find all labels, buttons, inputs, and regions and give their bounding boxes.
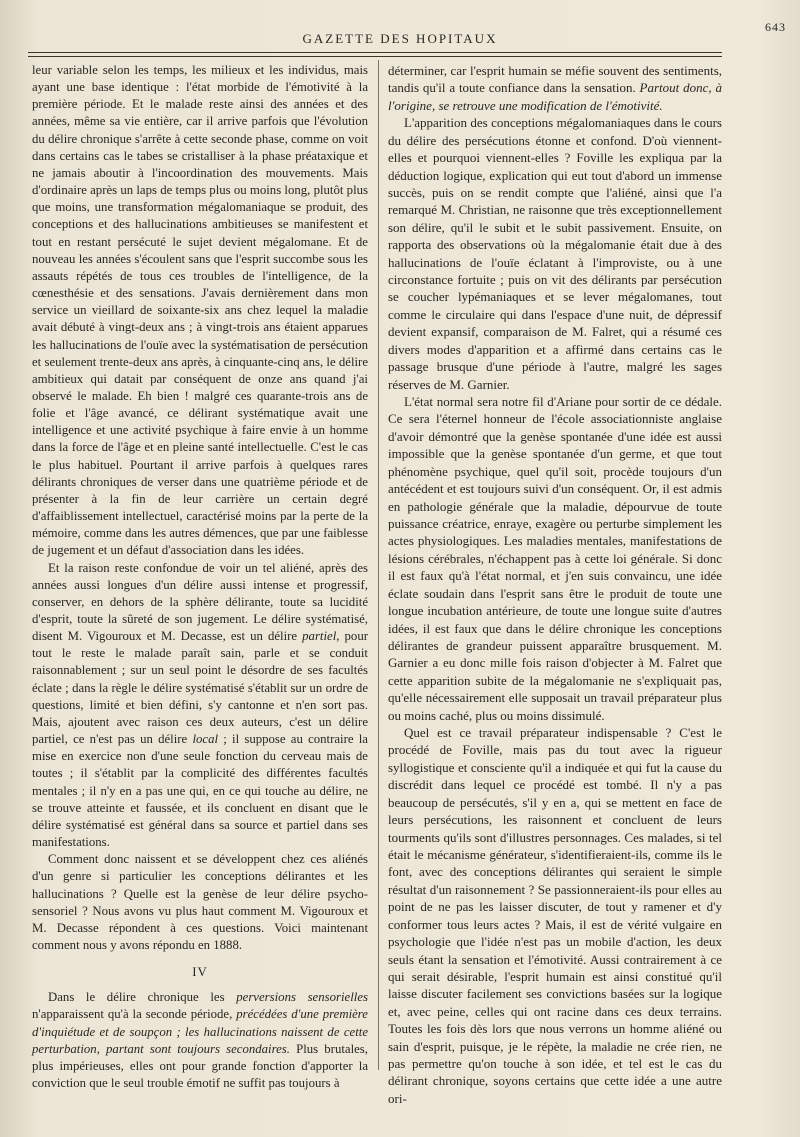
left-column [32,62,368,1092]
italic-text: Partout donc, à l'origine, se retrouve une modification de l'émotivité. [388,80,722,113]
page-number: 643 [765,20,786,34]
paragraph: L'apparition des conceptions mégalomaniaques dans le cours du délire des persécutions étonne et confond. D'où viennent-elles et pourquoi viennent-elles ? Foville les expliqua par la déduction logique, explication qui eut tout d'abord un immense succès, puis on se rendit compte que l'aliéné, ainsi que l'a remarqué M. Christian, ne raisonne que très exceptionnellement son délire, qu'il le subit et le subit passivement. Ensuite, on rapporta des observations où la mégalomanie était due à des hallucinations de l'ouïe éclatant à l'improviste, ou à une circonstance fortuite ; puis on vit des délirants par persécution se coucher lypémaniaques et se lever mégalomanes, tout comme le circulaire qui dans l'espace d'une nuit, de dépressif devient expansif, comparaison de M. Falret, qui a résumé ces divers modes d'apparition et a affirmé dans certains cas le passage brusque d'une période à l'autre, malgré les sages réserves de M. Garnier. [388,115,722,392]
italic-text: partiel [302,629,337,644]
running-head: GAZETTE DES HOPITAUX [302,31,498,46]
paragraph [32,560,368,852]
text-run: Dans le délire chronique les [48,990,237,1005]
paragraph: leur variable selon les temps, les milieux et les individus, mais ayant une base identique : l'état morbide de l'émotivité à la première période. Et le malade reste ainsi des années et des années, même sa vie entière, car il arrive parfois que l'évolution du délire chronique s'arrête à cette seconde phase, comme on voit dans certains cas le tabes se cristalliser à la phase préataxique et ne jamais aboutir à l'incoordination des mouvements. Mais d'ordinaire après un laps de temps plus ou moins long, plutôt plus que moins, une transformation mégalomaniaque se produit, des conceptions et des hallucinations ambitieuses se manifestent et tout en restant persécuté le sujet devient mégalomane. Et de nouveau les années s'écoulent sans que l'esprit succombe sous les assauts répétés de tous ces troubles de l'intelligence, de la cœnesthésie et des sensations. J'avais dernièrement dans mon service un vieillard de soixante-six ans chez lequel la maladie avait débuté à vingt-deux ans ; à vingt-trois ans étaient apparues les hallucinations de l'ouïe avec la systématisation de persécution et seulement trente-deux ans après, à cinquante-cinq ans, le délire ambitieux qui datait par conséquent de onze ans quand j'ai observé le malade. Eh bien ! malgré ces quarante-trois ans de folie et l'âge avancé, ce délirant systématique avait une intelligence et une activité psychique à faire envie à un homme dans la force de l'âge et en pleine santé intellectuelle. C'est le cas le plus habituel. Pourtant il arrive parfois à quelques rares délirants chroniques de verser dans une quatrième période et de présenter à la fin de leur carrière un certain degré d'affaiblissement intellectuel, caractérisé moins par la perte de la mémoire, comme dans les autres démences, que par une faiblesse de jugement et un défaut d'association dans les idées. [32,63,368,558]
text-run: ; il suppose au contraire la mise en exercice non d'une seule fonction du cerveau mais de toutes ; il s'établit par la complicité des différentes facultés mentales ; il n'y en a pas une qui, en ce qui touche au délire, ne se trouve atteinte et faussée, et ils concluent en disant que le délire systématisé est général dans sa source et partiel dans ses manifestations. [32,732,368,850]
section-number: IV [192,965,208,980]
italic-text: précédées d'une première d'inquiétude et de soupçon ; les hallucinations naissent de cette perturbation, partant sont toujours secondaires. [32,1007,368,1056]
header-rule-secondary [28,56,722,57]
text-run: n'apparaissent qu'à la seconde période, [32,1007,237,1022]
paragraph: L'état normal sera notre fil d'Ariane pour sortir de ce dédale. Ce sera l'éternel honneur de l'école associationniste anglaise d'avoir démontré que la genèse spontanée d'une idée est aussi impossible que la genèse spontanée d'un germe, et que tout phénomène psychique, quel qu'il soit, procède toujours d'un antécédent et est toujours suivi d'un conséquent. Or, il est admis en pathologie générale que la maladie, dépourvue de toute puissance créatrice, enraye, exagère ou perturbe simplement les actes physiologiques. Les maladies mentales, manifestations de lésions cérébrales, n'échappent pas à cette loi générale. Si donc il est faux qu'à l'état normal, et j'en suis convaincu, une idée éclate soudain dans l'esprit sans être le produit de toute une longue incubation antérieure, de toute une longue suite d'autres idées, il est faux que dans le délire chronique les conceptions délirantes de grandeur puissent apparaître brusquement. M. Garnier a eu donc mille fois raison d'objecter à M. Falret que cette apparition subite de la mégalomanie ne s'expliquait pas, qu'elle nécessairement elle supposait un travail préparateur plus ou moins caché, plus ou moins dissimulé. [388,394,722,723]
text-run: déterminer, car l'esprit humain se méfie souvent des sentiments, tandis qu'il a toute confiance dans la sensation. [388,63,722,96]
text-run: Plus brutales, plus impérieuses, elles ont pour grande fonction d'apporter la conviction que le seul trouble émotif ne suffit pas toujours à [32,1041,368,1091]
italic-text: perversions sensorielles [236,990,369,1005]
right-column [388,62,722,1107]
paragraph [388,62,722,114]
paragraph [32,989,368,1092]
header-rule [28,52,722,53]
paragraph: Comment donc naissent et se développent chez ces aliénés d'un genre si particulier les conceptions délirantes et les hallucinations ? Quelle est la genèse de leur délire psycho-sensoriel ? Nous avons vu plus haut comment M. Vigouroux et M. Decasse répondent à ces questions. Voici maintenant comment nous y avons répondu en 1888. [32,852,368,952]
text-run: Et la raison reste confondue de voir un tel aliéné, après des années aussi longues d'un délire aussi intense et progressif, conserver, en dehors de la sphère délirante, toute sa lucidité d'esprit, toute la sûreté de son jugement. Le délire systématisé, disent M. Vigouroux et M. Decasse, est un délire [32,560,368,644]
paragraph: Quel est ce travail préparateur indispensable ? C'est le procédé de Foville, mais pas du tout avec la rigueur syllogistique et consciente qu'il a indiquée et qui fut la cause du discrédit dans lequel ce procédé est tombé. Il n'y a pas beaucoup de persécutés, s'il y en a, qui se mettent en face de leurs persécutions, les raisonnent et concluent de leurs tourments qu'ils sont d'illustres personnages. Ces malades, si tel était le mécanisme générateur, s'identifieraient-ils, comme ils le font, avec des conceptions délirantes qui seraient le simple résultat d'un raisonnement ? Se passionneraient-ils pour elles au point de ne pas les laisser discuter, de tout y ramener et d'y conformer tous leurs actes ? Mais, il est de vérité vulgaire en psychologie que l'idée n'est pas un mobile d'action, les deux seuls étant la sensation et l'émotivité. Aussi contrairement à ce qui serait désirable, l'esprit humain est ainsi constitué qu'il laisse discuter facilement ses convictions basées sur la logique et, avec peine, celles qui ont racine dans ces deux terrains. Toutes les fois dès lors que nous verrons un homme aliéné ou sain d'esprit, puisque, je le répète, la maladie ne crée rien, ne pas permettre qu'on touche à son idée, et tel est le cas du délirant chronique, soyons certains que cette idée a une autre ori- [388,725,722,1106]
italic-text: local [192,732,219,747]
text-run: , pour tout le reste le malade paraît sain, parle et se conduit raisonnablement ; sur un seul point le désordre de ses facultés éclate ; dans la règle le délire systématisé s'établit sur un ordre de questions, limité et bien défini, s'y cantonne et n'en sort pas. Mais, ajoutent avec raison ces deux auteurs, c'est un délire partiel, ce n'est pas un délire [32,629,368,747]
column-separator [378,60,379,1070]
